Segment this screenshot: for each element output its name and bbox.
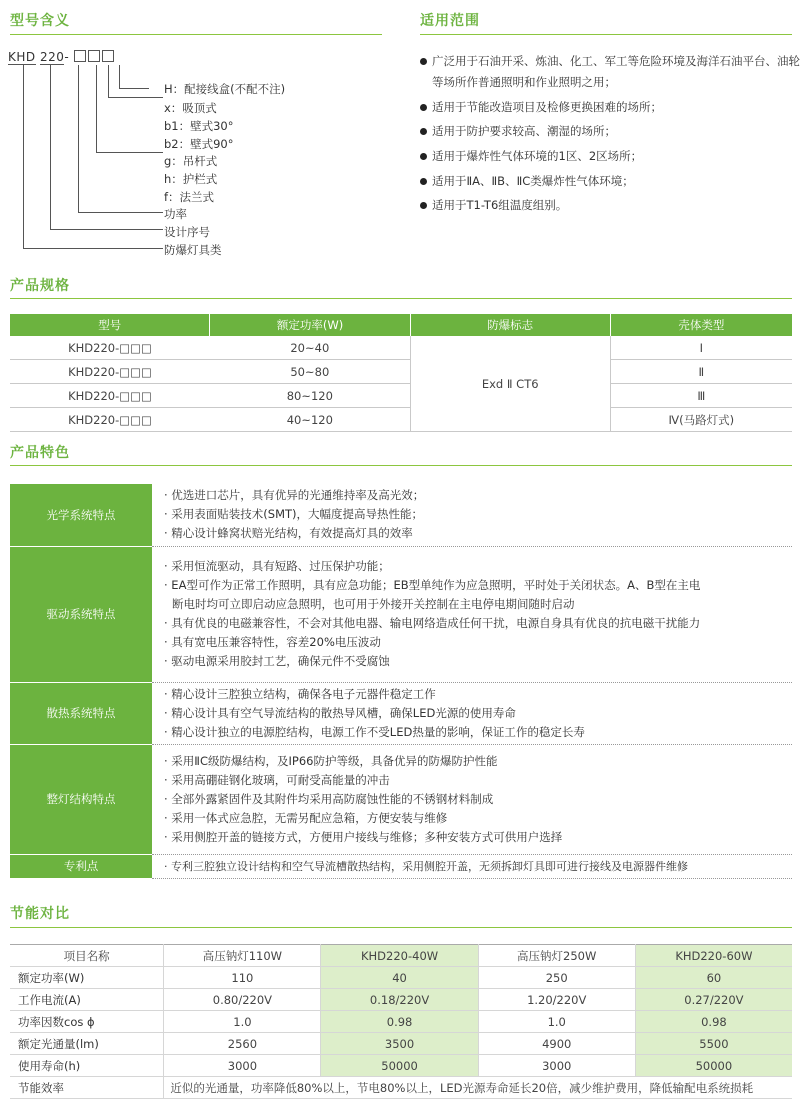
energy-row-label: 额定光通量(lm) bbox=[10, 1033, 164, 1055]
feature-group bbox=[10, 854, 792, 878]
bracket-line bbox=[108, 65, 109, 98]
table-row bbox=[10, 1077, 792, 1099]
table-row bbox=[10, 1033, 792, 1055]
energy-row-label: 工作电流(A) bbox=[10, 989, 164, 1011]
code-box-2 bbox=[88, 50, 100, 62]
bullet-icon bbox=[420, 58, 427, 65]
legend-item: g：吊杆式 bbox=[164, 154, 218, 168]
spec-header-cell: 防爆标志 bbox=[410, 314, 610, 336]
energy-divider bbox=[10, 927, 792, 928]
spec-shell-cell: Ⅱ bbox=[610, 360, 792, 384]
spec-table bbox=[10, 314, 792, 432]
bullet-icon bbox=[420, 178, 427, 185]
spec-header-row bbox=[10, 314, 792, 336]
feature-group-name: 驱动系统特点 bbox=[10, 546, 152, 682]
energy-cell: 5500 bbox=[635, 1033, 792, 1055]
spec-shell-cell: Ⅰ bbox=[610, 336, 792, 360]
feature-item: · 具有宽电压兼容特性，容差20%电压波动 bbox=[164, 635, 381, 649]
scope-item: 适用于T1-T6组温度组别。 bbox=[420, 195, 800, 216]
energy-cell: 0.18/220V bbox=[321, 989, 478, 1011]
energy-row-label: 功率因数cos ϕ bbox=[10, 1011, 164, 1033]
bracket-line bbox=[50, 229, 163, 230]
table-row bbox=[10, 408, 792, 432]
model-code-dash: - bbox=[64, 50, 70, 64]
bracket-line bbox=[96, 152, 163, 153]
feature-group-items bbox=[152, 682, 792, 744]
legend-item: b1：壁式30° bbox=[164, 119, 234, 133]
scope-divider bbox=[420, 34, 792, 35]
legend-item: 设计序号 bbox=[164, 225, 210, 239]
energy-row-label: 额定功率(W) bbox=[10, 967, 164, 989]
feature-group-name: 散热系统特点 bbox=[10, 682, 152, 744]
feature-item: · 采用一体式应急腔，无需另配应急箱，方便安装与维修 bbox=[164, 810, 448, 825]
spec-header-cell: 壳体类型 bbox=[610, 314, 792, 336]
model-meaning-divider bbox=[10, 34, 382, 35]
energy-header-cell: 高压钠灯110W bbox=[164, 945, 321, 967]
bracket-line bbox=[78, 212, 163, 213]
energy-summary-label: 节能效率 bbox=[10, 1077, 164, 1099]
feature-item: · 采用高硼硅钢化玻璃，可耐受高能量的冲击 bbox=[164, 772, 390, 787]
model-code-num: 220 bbox=[39, 50, 65, 64]
energy-cell: 4900 bbox=[478, 1033, 635, 1055]
spec-model-cell: KHD220-□□□ bbox=[10, 408, 210, 432]
energy-cell: 40 bbox=[321, 967, 478, 989]
feature-item: · 采用ⅡC级防爆结构，及IP66防护等级，具备优异的防爆防护性能 bbox=[164, 753, 498, 768]
features-table bbox=[10, 484, 792, 879]
spec-title: 产品规格 bbox=[10, 278, 70, 294]
features-title: 产品特色 bbox=[10, 445, 70, 461]
bracket-line bbox=[23, 65, 24, 249]
code-box-1 bbox=[74, 50, 86, 62]
legend-item: 功率 bbox=[164, 207, 187, 221]
feature-item: · 精心设计三腔独立结构，确保各电子元器件稳定工作 bbox=[164, 686, 436, 701]
spec-model-cell: KHD220-□□□ bbox=[10, 336, 210, 360]
feature-item: · 采用侧腔开盖的链接方式，方便用户接线与维修；多种安装方式可供用户选择 bbox=[164, 829, 563, 844]
table-row bbox=[10, 1011, 792, 1033]
energy-cell: 0.80/220V bbox=[164, 989, 321, 1011]
scope-item: 广泛用于石油开采、炼油、化工、军工等危险环境及海洋石油平台、油轮等场所作普通照明和作业照明之用； bbox=[420, 51, 800, 93]
feature-item: · 精心设计具有空气导流结构的散热导风槽，确保LED光源的使用寿命 bbox=[164, 705, 516, 720]
spec-power-cell: 40~120 bbox=[210, 408, 410, 432]
spec-power-cell: 20~40 bbox=[210, 336, 410, 360]
feature-group-name: 光学系统特点 bbox=[10, 484, 152, 546]
feature-item: · 精心设计蜂窝状赔光结构，有效提高灯具的效率 bbox=[164, 526, 413, 541]
feature-group-items bbox=[152, 546, 792, 682]
feature-item: · 驱动电源采用胶封工艺，确保元件不受腐蚀 bbox=[164, 654, 390, 668]
model-code bbox=[8, 50, 116, 64]
spec-header-cell: 型号 bbox=[10, 314, 210, 336]
scope-item: 适用于ⅡA、ⅡB、ⅡC类爆炸性气体环境； bbox=[420, 171, 800, 192]
spec-model-cell: KHD220-□□□ bbox=[10, 384, 210, 408]
feature-group-items bbox=[152, 854, 792, 878]
legend-item: b2：壁式90° bbox=[164, 137, 234, 151]
legend-item: 防爆灯具类 bbox=[164, 243, 222, 257]
feature-group bbox=[10, 744, 792, 854]
feature-group-items bbox=[152, 484, 792, 546]
feature-item: · 采用恒流驱动，具有短路、过压保护功能； bbox=[164, 559, 390, 573]
feature-item: · 全部外露紧固件及其附件均采用高防腐蚀性能的不锈钢材料制成 bbox=[164, 791, 494, 806]
feature-item: · 优选进口芯片，具有优异的光通维持率及高光效； bbox=[164, 488, 425, 503]
bracket-line bbox=[23, 248, 163, 249]
bracket-line bbox=[119, 65, 120, 89]
feature-group bbox=[10, 484, 792, 546]
bullet-icon bbox=[420, 104, 427, 111]
legend-item: h：护栏式 bbox=[164, 172, 218, 186]
bracket-line bbox=[119, 88, 149, 89]
energy-cell: 3000 bbox=[164, 1055, 321, 1077]
scope-item: 适用于节能改造项目及检修更换困难的场所； bbox=[420, 97, 800, 118]
energy-row-label: 使用寿命(h) bbox=[10, 1055, 164, 1077]
energy-cell: 2560 bbox=[164, 1033, 321, 1055]
feature-group bbox=[10, 546, 792, 682]
feature-item: · 具有优良的电磁兼容性，不会对其他电器、输电网络造成任何干扰，电源自身具有优良的抗电磁干扰能力 bbox=[164, 616, 701, 630]
feature-group-name: 专利点 bbox=[10, 854, 152, 878]
bullet-icon bbox=[420, 153, 427, 160]
bracket-line bbox=[50, 65, 51, 230]
legend-item: x：吸顶式 bbox=[164, 101, 217, 115]
spec-divider bbox=[10, 298, 792, 299]
spec-shell-cell: Ⅲ bbox=[610, 384, 792, 408]
energy-header-cell: 高压钠灯250W bbox=[478, 945, 635, 967]
feature-item: 断电时均可立即启动应急照明，也可用于外接开关控制在主电停电期间随时启动 bbox=[172, 597, 575, 611]
scope-item: 适用于防护要求较高、潮湿的场所； bbox=[420, 121, 800, 142]
scope-title: 适用范围 bbox=[420, 13, 480, 29]
energy-header-cell: KHD220-40W bbox=[321, 945, 478, 967]
spec-power-cell: 50~80 bbox=[210, 360, 410, 384]
bullet-icon bbox=[420, 128, 427, 135]
energy-title: 节能对比 bbox=[10, 906, 70, 922]
energy-cell: 50000 bbox=[635, 1055, 792, 1077]
feature-group bbox=[10, 682, 792, 744]
energy-cell: 0.27/220V bbox=[635, 989, 792, 1011]
table-row bbox=[10, 967, 792, 989]
energy-cell: 0.98 bbox=[635, 1011, 792, 1033]
energy-cell: 0.98 bbox=[321, 1011, 478, 1033]
energy-cell: 250 bbox=[478, 967, 635, 989]
energy-cell: 1.20/220V bbox=[478, 989, 635, 1011]
legend-item: f：法兰式 bbox=[164, 190, 215, 204]
energy-header-row bbox=[10, 945, 792, 967]
model-meaning-title: 型号含义 bbox=[10, 13, 70, 29]
table-row bbox=[10, 336, 792, 360]
energy-cell: 3500 bbox=[321, 1033, 478, 1055]
code-box-3 bbox=[102, 50, 114, 62]
spec-power-cell: 80~120 bbox=[210, 384, 410, 408]
feature-item: · EA型可作为正常工作照明，具有应急功能；EB型单纯作为应急照明，平时处于关闭状态。A、B型在主电 bbox=[164, 578, 701, 592]
spec-ex-mark-cell: Exd Ⅱ CT6 bbox=[410, 336, 610, 432]
table-row bbox=[10, 989, 792, 1011]
table-row bbox=[10, 384, 792, 408]
model-code-prefix: KHD bbox=[8, 50, 36, 64]
energy-cell: 50000 bbox=[321, 1055, 478, 1077]
feature-item: · 采用表面贴装技术(SMT)，大幅度提高导热性能； bbox=[164, 507, 424, 522]
scope-item: 适用于爆炸性气体环境的1区、2区场所； bbox=[420, 146, 800, 167]
energy-summary-text: 近似的光通量，功率降低80%以上，节电80%以上，LED光源寿命延长20倍，减少维护费用，降低输配电系统损耗 bbox=[164, 1077, 792, 1099]
energy-cell: 3000 bbox=[478, 1055, 635, 1077]
energy-table bbox=[10, 944, 792, 1099]
legend-item: H：配接线盒(不配不注) bbox=[164, 82, 286, 96]
energy-cell: 110 bbox=[164, 967, 321, 989]
spec-model-cell: KHD220-□□□ bbox=[10, 360, 210, 384]
feature-group-name: 整灯结构特点 bbox=[10, 744, 152, 854]
energy-cell: 60 bbox=[635, 967, 792, 989]
bracket-line bbox=[108, 97, 163, 98]
feature-group-items bbox=[152, 744, 792, 854]
energy-cell: 1.0 bbox=[478, 1011, 635, 1033]
bracket-line bbox=[78, 65, 79, 213]
spec-header-cell: 额定功率(W) bbox=[210, 314, 410, 336]
features-divider bbox=[10, 465, 792, 466]
bracket-line bbox=[96, 65, 97, 153]
bullet-icon bbox=[420, 202, 427, 209]
energy-header-cell: KHD220-60W bbox=[635, 945, 792, 967]
energy-header-cell: 项目名称 bbox=[10, 945, 164, 967]
feature-item: · 精心设计独立的电源腔结构，电源工作不受LED热量的影响，保证工作的稳定长寿 bbox=[164, 724, 585, 739]
feature-item: · 专利三腔独立设计结构和空气导流槽散热结构，采用侧腔开盖，无须拆卸灯具即可进行接线及电源器件维修 bbox=[164, 859, 688, 873]
energy-cell: 1.0 bbox=[164, 1011, 321, 1033]
table-row bbox=[10, 1055, 792, 1077]
spec-shell-cell: Ⅳ(马路灯式) bbox=[610, 408, 792, 432]
table-row bbox=[10, 360, 792, 384]
